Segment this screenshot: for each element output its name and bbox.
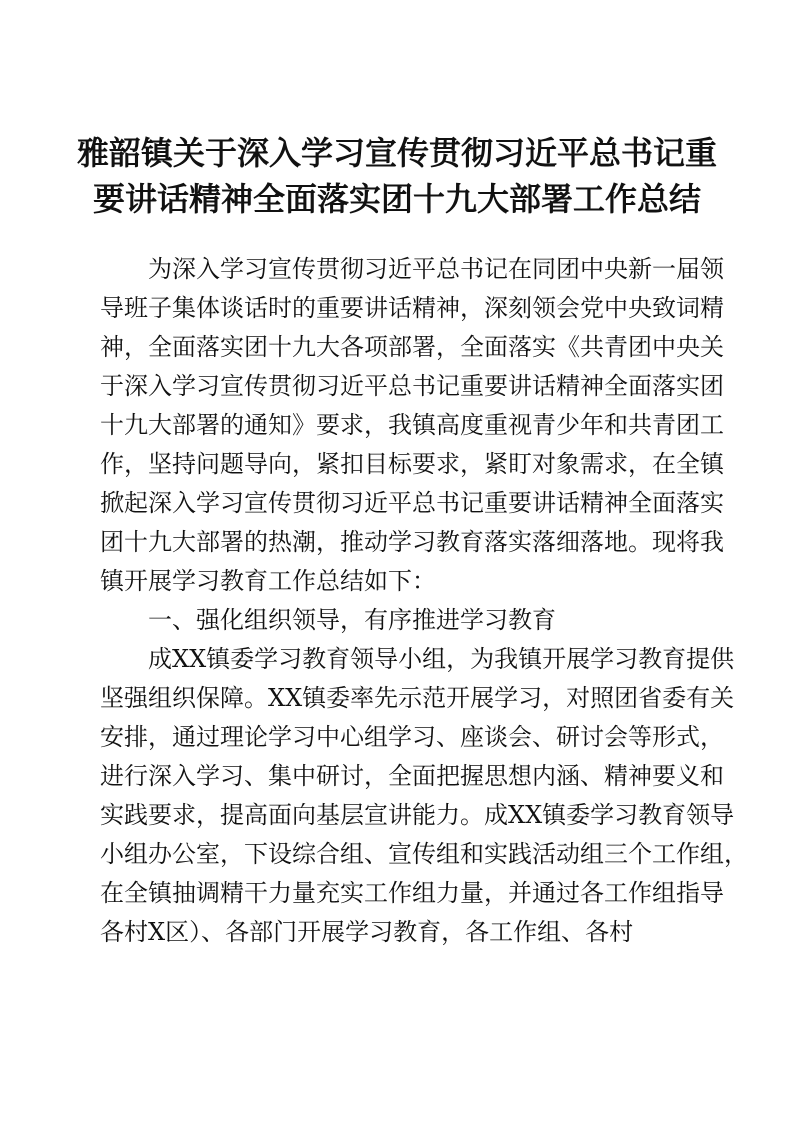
paragraph-1-line: 导班子集体谈话时的重要讲话精神，深刻领会党中央致词精 xyxy=(100,294,724,322)
paragraph-2-line: 实践要求，提高面向基层宣讲能力。成XX镇委学习教育领导 xyxy=(100,801,735,829)
paragraph-1-line: 十九大部署的通知》要求，我镇高度重视青少年和共青团工 xyxy=(100,411,724,439)
paragraph-1-line: 作，坚持问题导向，紧扣目标要求，紧盯对象需求，在全镇 xyxy=(100,450,724,478)
paragraph-2-line: 各村X区）、各部门开展学习教育，各工作组、各村 xyxy=(100,918,634,946)
paragraph-2-line: 小组办公室，下设综合组、宣传组和实践活动组三个工作组， xyxy=(100,840,748,868)
paragraph-2-line: 坚强组织保障。XX镇委率先示范开展学习，对照团省委有关 xyxy=(100,684,735,712)
document-body xyxy=(100,250,748,952)
paragraph-1-line: 掀起深入学习宣传贯彻习近平总书记重要讲话精神全面落实 xyxy=(100,489,724,517)
paragraph-2-line: 成XX镇委学习教育领导小组，为我镇开展学习教育提供 xyxy=(148,645,735,673)
paragraph-2-line: 在全镇抽调精干力量充实工作组力量，并通过各工作组指导 xyxy=(100,879,724,907)
paragraph-1-line: 于深入学习宣传贯彻习近平总书记重要讲话精神全面落实团 xyxy=(100,372,724,400)
paragraph-1-line: 镇开展学习教育工作总结如下： xyxy=(100,567,436,595)
paragraph-1-line: 神，全面落实团十九大各项部署，全面落实《共青团中央关 xyxy=(100,333,724,361)
document-title xyxy=(60,130,734,222)
section-heading-1: 一、强化组织领导，有序推进学习教育 xyxy=(148,606,556,634)
title-line-1: 雅韶镇关于深入学习宣传贯彻习近平总书记重 xyxy=(76,134,717,172)
paragraph-2-line: 进行深入学习、集中研讨，全面把握思想内涵、精神要义和 xyxy=(100,762,724,790)
paragraph-1-line: 团十九大部署的热潮，推动学习教育落实落细落地。现将我 xyxy=(100,528,724,556)
paragraph-1-line: 为深入学习宣传贯彻习近平总书记在同团中央新一届领 xyxy=(148,255,724,283)
title-line-2: 要讲话精神全面落实团十九大部署工作总结 xyxy=(92,180,701,218)
paragraph-2-line: 安排，通过理论学习中心组学习、座谈会、研讨会等形式， xyxy=(100,723,724,751)
